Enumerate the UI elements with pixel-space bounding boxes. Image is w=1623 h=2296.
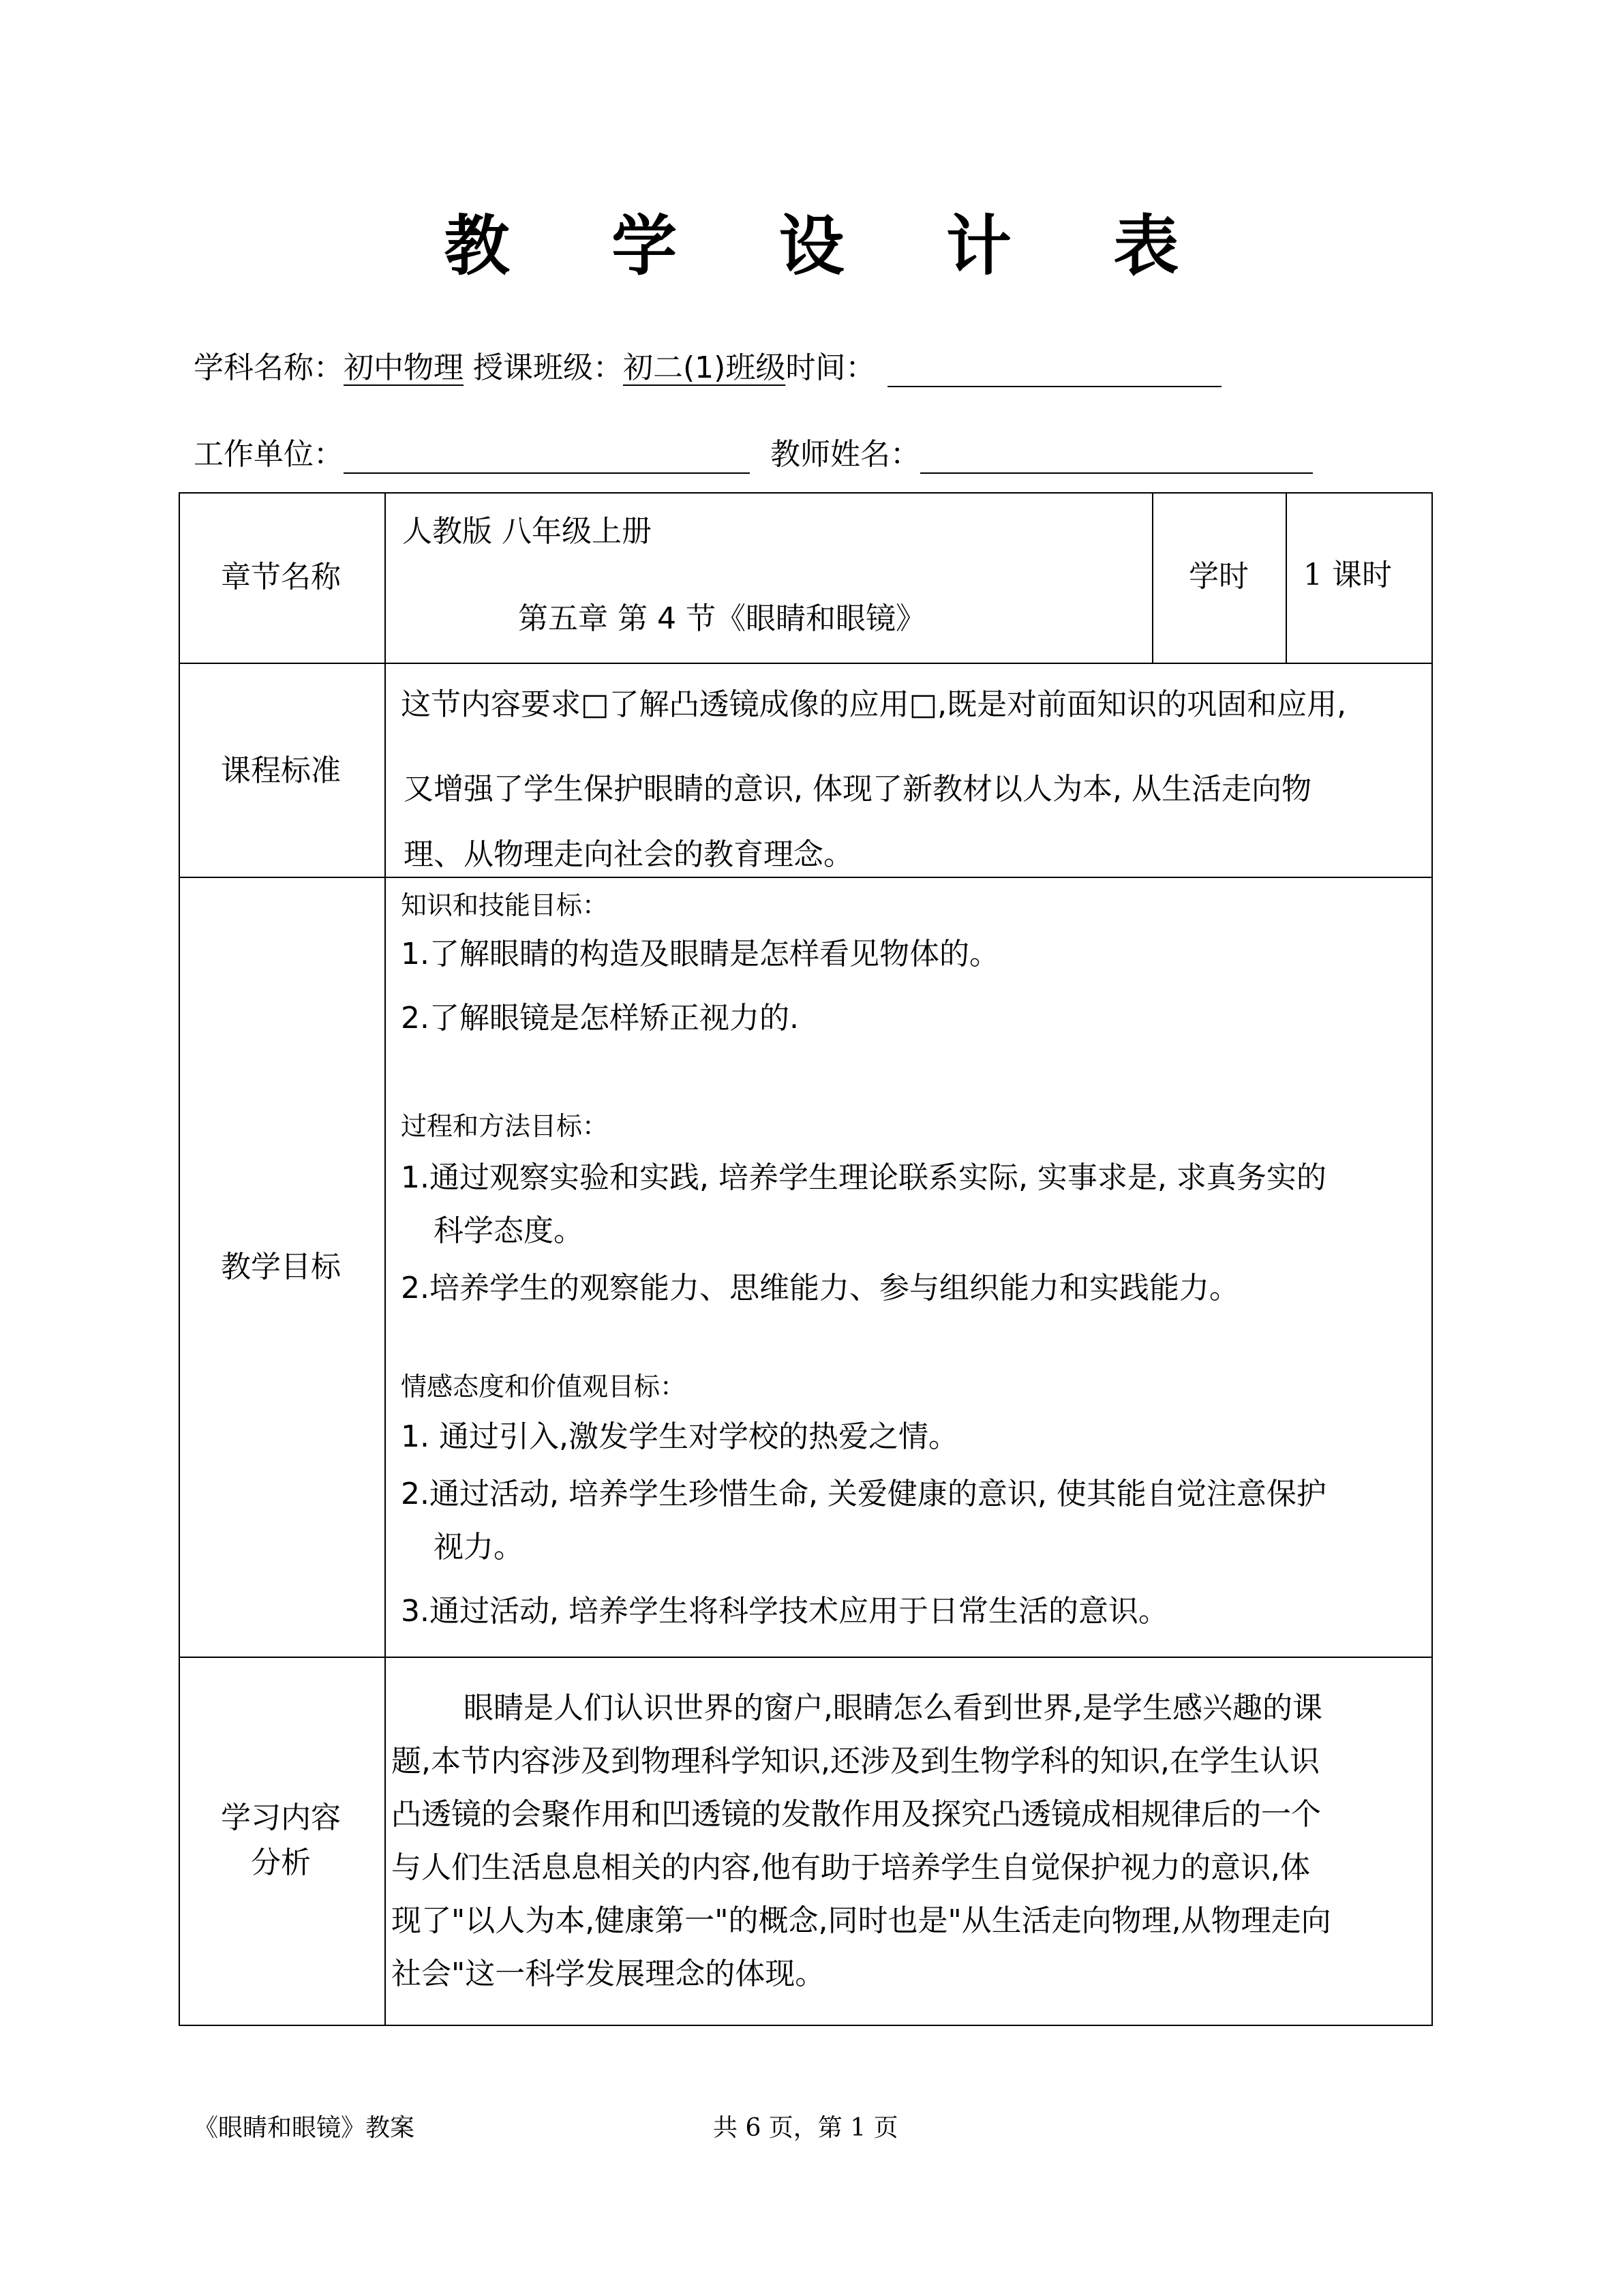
objective-item: 1.通过观察实验和实践, 培养学生理论联系实际, 实事求是, 求真务实的	[401, 1160, 1326, 1195]
analysis-text-line: 社会"这一科学发展理念的体现。	[391, 1957, 825, 1991]
hours-label: 学时	[1189, 559, 1249, 594]
chapter-label: 章节名称	[221, 560, 341, 594]
knowledge-heading: 知识和技能目标：	[401, 890, 609, 920]
header-row-unit	[194, 429, 1313, 474]
footer-page-info: 共 6 页，第 1 页	[713, 2114, 898, 2142]
objective-item: 2.了解眼镜是怎样矫正视力的.	[401, 1001, 799, 1036]
analysis-label-line: 分析	[251, 1845, 311, 1880]
chapter-textbook: 人教版 八年级上册	[402, 514, 652, 549]
process-heading: 过程和方法目标：	[401, 1111, 609, 1141]
table-row-divider	[179, 877, 1433, 878]
objective-item: 科学态度。	[434, 1213, 583, 1248]
unit-label: 工作单位：	[194, 437, 344, 472]
table-hours-divider-right	[1286, 492, 1287, 664]
analysis-label-line: 学习内容	[221, 1800, 341, 1835]
chapter-section: 第五章 第 4 节《眼睛和眼镜》	[518, 601, 926, 636]
standard-text-line: 又增强了学生保护眼睛的意识, 体现了新教材以人为本, 从生活走向物	[404, 772, 1311, 806]
time-field[interactable]	[888, 352, 1222, 387]
header-row-subject	[194, 343, 1222, 387]
subject-label: 学科名称：	[194, 350, 344, 385]
table-row-divider	[179, 663, 1433, 664]
analysis-text-line: 眼睛是人们认识世界的窗户,眼睛怎么看到世界,是学生感兴趣的课	[464, 1691, 1322, 1725]
objective-item: 视力。	[434, 1530, 524, 1565]
emotion-heading: 情感态度和价值观目标：	[401, 1372, 686, 1402]
class-label: 授课班级：	[473, 350, 623, 385]
analysis-text-line: 凸透镜的会聚作用和凹透镜的发散作用及探究凸透镜成相规律后的一个	[391, 1797, 1321, 1832]
footer-doc-name: 《眼睛和眼镜》教案	[194, 2114, 415, 2142]
subject-field[interactable]: 初中物理	[344, 350, 464, 385]
unit-field[interactable]	[344, 438, 750, 474]
teacher-label: 教师姓名：	[770, 437, 920, 472]
standard-text-line: 这节内容要求□了解凸透镜成像的应用□,既是对前面知识的巩固和应用,	[401, 687, 1347, 722]
standard-text-line: 理、从物理走向社会的教育理念。	[404, 837, 853, 872]
objective-item: 2.培养学生的观察能力、思维能力、参与组织能力和实践能力。	[401, 1271, 1239, 1305]
objective-item: 3.通过活动, 培养学生将科学技术应用于日常生活的意识。	[401, 1594, 1168, 1629]
analysis-text-line: 题,本节内容涉及到物理科学知识,还涉及到生物学科的知识,在学生认识	[391, 1744, 1320, 1779]
table-column-divider	[384, 492, 386, 2026]
standard-label: 课程标准	[221, 753, 341, 788]
time-label: 时间：	[785, 350, 876, 385]
analysis-text-line: 与人们生活息息相关的内容,他有助于培养学生自觉保护视力的意识,体	[391, 1850, 1310, 1885]
objective-item: 2.通过活动, 培养学生珍惜生命, 关爱健康的意识, 使其能自觉注意保护	[401, 1477, 1326, 1511]
class-field[interactable]: 初二(1)班级	[623, 350, 786, 385]
objective-item: 1. 通过引入,激发学生对学校的热爱之情。	[401, 1419, 958, 1454]
analysis-text-line: 现了"以人为本,健康第一"的概念,同时也是"从生活走向物理,从物理走向	[391, 1903, 1331, 1938]
table-row-divider	[179, 1657, 1433, 1658]
page-title: 教 学 设 计 表	[444, 207, 1219, 284]
analysis-label	[179, 1796, 383, 1886]
objective-item: 1.了解眼睛的构造及眼睛是怎样看见物体的。	[401, 937, 999, 971]
teacher-field[interactable]	[920, 438, 1313, 474]
objectives-label: 教学目标	[221, 1250, 341, 1284]
hours-value: 1 课时	[1303, 558, 1392, 592]
